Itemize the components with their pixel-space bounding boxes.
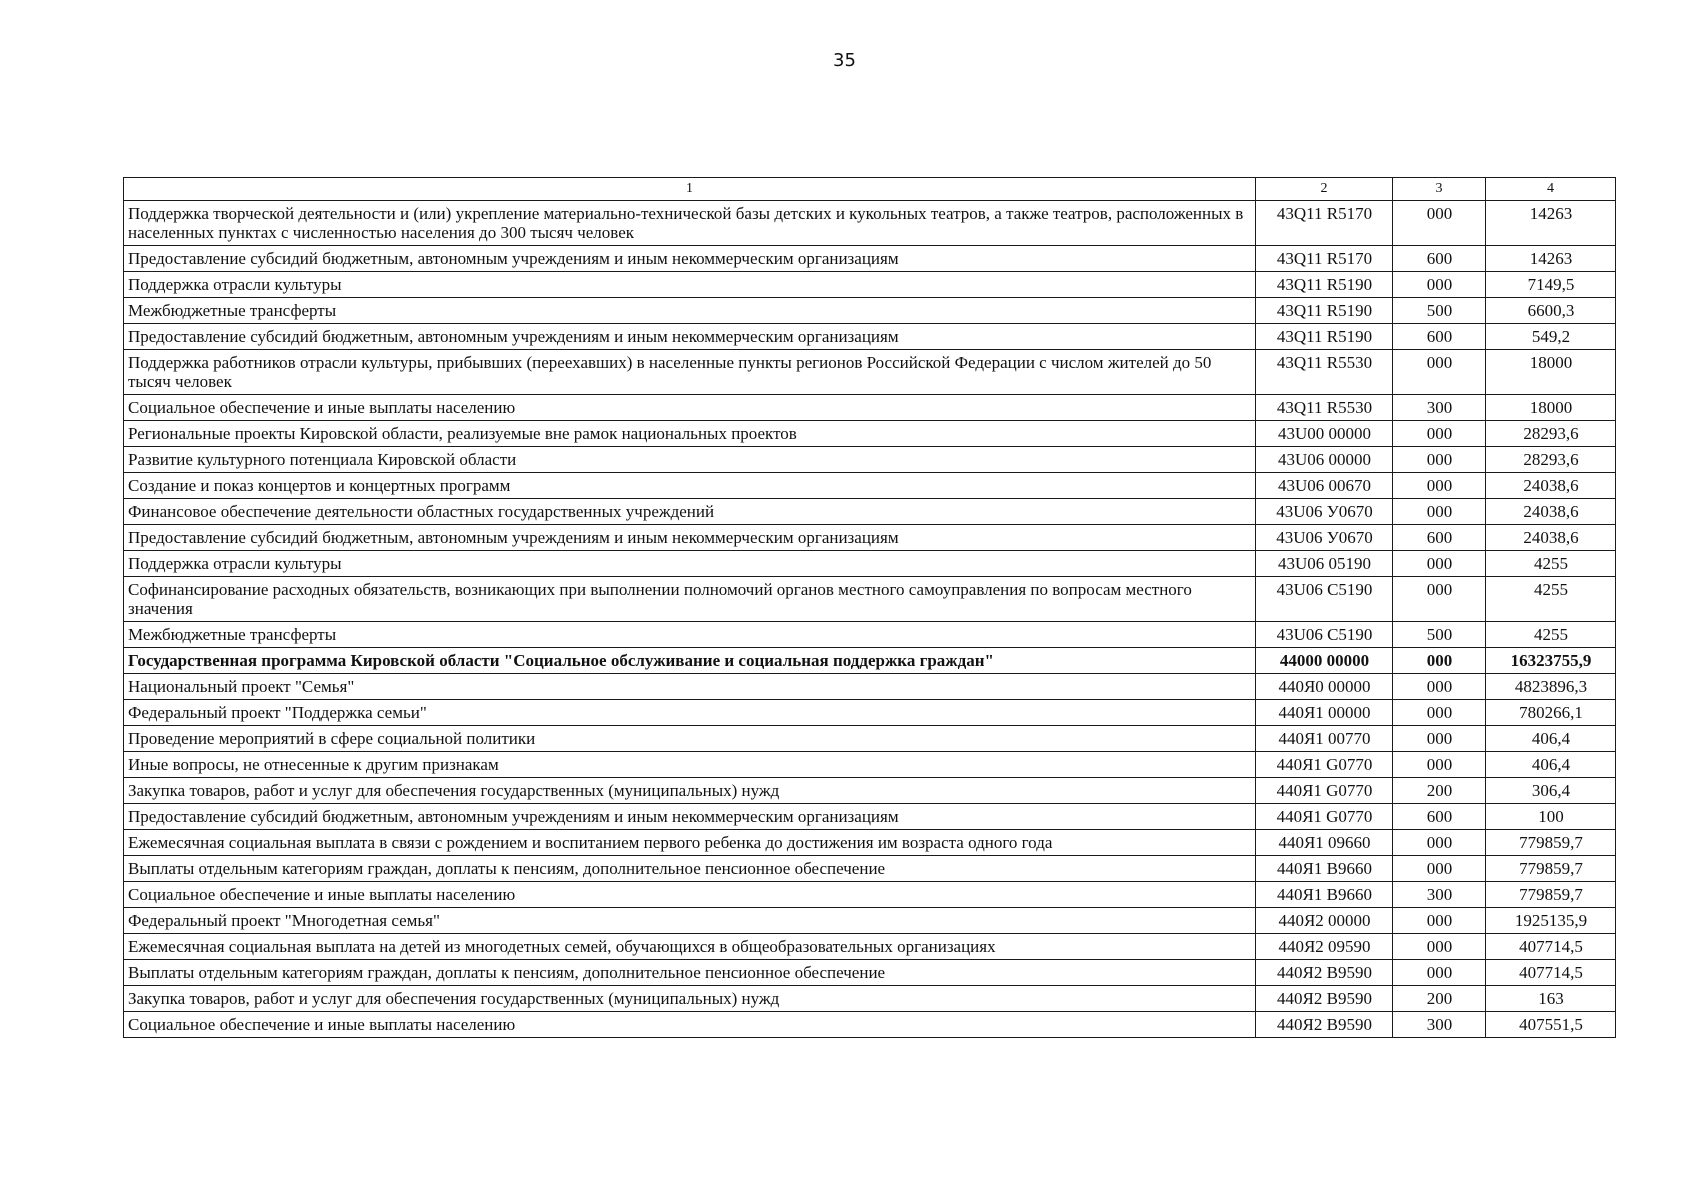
row-code-cell: 440Я1 G0770: [1256, 778, 1393, 804]
row-name-cell: Иные вопросы, не отнесенные к другим признакам: [124, 752, 1256, 778]
row-type-cell: 000: [1393, 551, 1486, 577]
row-name-cell: Предоставление субсидий бюджетным, автономным учреждениям и иным некоммерческим организациям: [124, 525, 1256, 551]
row-name-cell: Создание и показ концертов и концертных программ: [124, 473, 1256, 499]
row-code-cell: 43Q11 R5530: [1256, 350, 1393, 395]
row-type-cell: 000: [1393, 272, 1486, 298]
row-sum-cell: 6600,3: [1486, 298, 1616, 324]
row-code-cell: 440Я1 09660: [1256, 830, 1393, 856]
row-code-cell: 43U06 C5190: [1256, 622, 1393, 648]
row-name-cell: Социальное обеспечение и иные выплаты населению: [124, 882, 1256, 908]
header-col-1: 1: [124, 178, 1256, 201]
row-type-cell: 600: [1393, 804, 1486, 830]
row-type-cell: 000: [1393, 350, 1486, 395]
table-row: [124, 986, 1616, 1012]
header-col-2: 2: [1256, 178, 1393, 201]
row-code-cell: 440Я2 B9590: [1256, 986, 1393, 1012]
table-row: [124, 830, 1616, 856]
row-type-cell: 000: [1393, 726, 1486, 752]
row-type-cell: 000: [1393, 700, 1486, 726]
table-row: [124, 272, 1616, 298]
table-row: [124, 960, 1616, 986]
row-sum-cell: 779859,7: [1486, 882, 1616, 908]
table-row: [124, 882, 1616, 908]
row-code-cell: 43U06 У0670: [1256, 525, 1393, 551]
header-row: [124, 178, 1616, 201]
row-code-cell: 440Я1 G0770: [1256, 804, 1393, 830]
row-sum-cell: 16323755,9: [1486, 648, 1616, 674]
row-sum-cell: 24038,6: [1486, 473, 1616, 499]
row-sum-cell: 1925135,9: [1486, 908, 1616, 934]
row-sum-cell: 18000: [1486, 395, 1616, 421]
row-sum-cell: 306,4: [1486, 778, 1616, 804]
row-code-cell: 44000 00000: [1256, 648, 1393, 674]
table-row: [124, 700, 1616, 726]
row-sum-cell: 407714,5: [1486, 960, 1616, 986]
row-type-cell: 300: [1393, 882, 1486, 908]
table-row: [124, 324, 1616, 350]
row-code-cell: 43Q11 R5190: [1256, 298, 1393, 324]
row-code-cell: 440Я2 09590: [1256, 934, 1393, 960]
row-name-cell: Поддержка творческой деятельности и (или) укрепление материально-технической базы детских и кукольных театров, а также театров, расположенных в населенных пунктах с численностью населения до 300 тысяч человек: [124, 201, 1256, 246]
row-sum-cell: 779859,7: [1486, 830, 1616, 856]
row-code-cell: 440Я2 00000: [1256, 908, 1393, 934]
row-type-cell: 000: [1393, 421, 1486, 447]
page-number: 35: [833, 50, 856, 71]
row-sum-cell: 407551,5: [1486, 1012, 1616, 1038]
row-code-cell: 43Q11 R5170: [1256, 246, 1393, 272]
row-name-cell: Национальный проект "Семья": [124, 674, 1256, 700]
row-name-cell: Государственная программа Кировской области "Социальное обслуживание и социальная поддержка граждан": [124, 648, 1256, 674]
row-type-cell: 600: [1393, 246, 1486, 272]
row-name-cell: Выплаты отдельным категориям граждан, доплаты к пенсиям, дополнительное пенсионное обеспечение: [124, 960, 1256, 986]
row-type-cell: 000: [1393, 577, 1486, 622]
row-sum-cell: 24038,6: [1486, 525, 1616, 551]
row-sum-cell: 14263: [1486, 246, 1616, 272]
row-type-cell: 000: [1393, 648, 1486, 674]
row-sum-cell: 163: [1486, 986, 1616, 1012]
row-code-cell: 440Я1 G0770: [1256, 752, 1393, 778]
row-sum-cell: 407714,5: [1486, 934, 1616, 960]
row-code-cell: 43U00 00000: [1256, 421, 1393, 447]
table-row: [124, 499, 1616, 525]
row-type-cell: 000: [1393, 674, 1486, 700]
row-sum-cell: 549,2: [1486, 324, 1616, 350]
row-code-cell: 440Я1 B9660: [1256, 856, 1393, 882]
row-code-cell: 43U06 05190: [1256, 551, 1393, 577]
row-code-cell: 43U06 00000: [1256, 447, 1393, 473]
row-type-cell: 500: [1393, 298, 1486, 324]
table-row: [124, 778, 1616, 804]
row-name-cell: Закупка товаров, работ и услуг для обеспечения государственных (муниципальных) нужд: [124, 778, 1256, 804]
table-row: [124, 856, 1616, 882]
row-sum-cell: 18000: [1486, 350, 1616, 395]
row-sum-cell: 100: [1486, 804, 1616, 830]
row-type-cell: 000: [1393, 473, 1486, 499]
row-type-cell: 000: [1393, 752, 1486, 778]
table-row: [124, 395, 1616, 421]
row-name-cell: Федеральный проект "Многодетная семья": [124, 908, 1256, 934]
table-row: [124, 908, 1616, 934]
table-row: [124, 752, 1616, 778]
row-name-cell: Предоставление субсидий бюджетным, автономным учреждениям и иным некоммерческим организациям: [124, 246, 1256, 272]
row-sum-cell: 4255: [1486, 577, 1616, 622]
row-name-cell: Ежемесячная социальная выплата на детей из многодетных семей, обучающихся в общеобразовательных организациях: [124, 934, 1256, 960]
row-type-cell: 000: [1393, 499, 1486, 525]
table-row: [124, 473, 1616, 499]
row-sum-cell: 4255: [1486, 551, 1616, 577]
row-code-cell: 440Я2 B9590: [1256, 960, 1393, 986]
row-code-cell: 43U06 00670: [1256, 473, 1393, 499]
table-row: [124, 622, 1616, 648]
table-row: [124, 804, 1616, 830]
table-row: [124, 350, 1616, 395]
table-row: [124, 577, 1616, 622]
row-name-cell: Поддержка отрасли культуры: [124, 551, 1256, 577]
row-name-cell: Закупка товаров, работ и услуг для обеспечения государственных (муниципальных) нужд: [124, 986, 1256, 1012]
row-name-cell: Межбюджетные трансферты: [124, 298, 1256, 324]
row-name-cell: Поддержка работников отрасли культуры, прибывших (переехавших) в населенные пункты регионов Российской Федерации с числом жителей до 50 тысяч человек: [124, 350, 1256, 395]
row-type-cell: 600: [1393, 525, 1486, 551]
row-name-cell: Выплаты отдельным категориям граждан, доплаты к пенсиям, дополнительное пенсионное обеспечение: [124, 856, 1256, 882]
row-sum-cell: 780266,1: [1486, 700, 1616, 726]
row-code-cell: 43Q11 R5530: [1256, 395, 1393, 421]
row-sum-cell: 779859,7: [1486, 856, 1616, 882]
row-code-cell: 440Я1 B9660: [1256, 882, 1393, 908]
row-name-cell: Софинансирование расходных обязательств, возникающих при выполнении полномочий органов местного самоуправления по вопросам местного значения: [124, 577, 1256, 622]
row-name-cell: Социальное обеспечение и иные выплаты населению: [124, 1012, 1256, 1038]
row-name-cell: Поддержка отрасли культуры: [124, 272, 1256, 298]
header-col-3: 3: [1393, 178, 1486, 201]
table-row: [124, 648, 1616, 674]
row-name-cell: Социальное обеспечение и иные выплаты населению: [124, 395, 1256, 421]
row-name-cell: Предоставление субсидий бюджетным, автономным учреждениям и иным некоммерческим организациям: [124, 324, 1256, 350]
row-sum-cell: 4255: [1486, 622, 1616, 648]
row-name-cell: Проведение мероприятий в сфере социальной политики: [124, 726, 1256, 752]
row-name-cell: Межбюджетные трансферты: [124, 622, 1256, 648]
row-code-cell: 43Q11 R5190: [1256, 272, 1393, 298]
budget-table: [123, 177, 1616, 1038]
row-name-cell: Финансовое обеспечение деятельности областных государственных учреждений: [124, 499, 1256, 525]
row-type-cell: 000: [1393, 830, 1486, 856]
row-type-cell: 000: [1393, 934, 1486, 960]
row-type-cell: 300: [1393, 395, 1486, 421]
row-sum-cell: 406,4: [1486, 752, 1616, 778]
row-sum-cell: 24038,6: [1486, 499, 1616, 525]
row-code-cell: 440Я1 00000: [1256, 700, 1393, 726]
row-name-cell: Ежемесячная социальная выплата в связи с рождением и воспитанием первого ребенка до достижения им возраста одного года: [124, 830, 1256, 856]
row-name-cell: Предоставление субсидий бюджетным, автономным учреждениям и иным некоммерческим организациям: [124, 804, 1256, 830]
table-row: [124, 298, 1616, 324]
row-code-cell: 43Q11 R5190: [1256, 324, 1393, 350]
row-type-cell: 000: [1393, 447, 1486, 473]
row-sum-cell: 4823896,3: [1486, 674, 1616, 700]
row-type-cell: 000: [1393, 960, 1486, 986]
table-row: [124, 447, 1616, 473]
table-row: [124, 201, 1616, 246]
row-sum-cell: 14263: [1486, 201, 1616, 246]
row-type-cell: 600: [1393, 324, 1486, 350]
table-row: [124, 1012, 1616, 1038]
row-type-cell: 300: [1393, 1012, 1486, 1038]
row-type-cell: 500: [1393, 622, 1486, 648]
header-col-4: 4: [1486, 178, 1616, 201]
row-sum-cell: 7149,5: [1486, 272, 1616, 298]
row-type-cell: 000: [1393, 201, 1486, 246]
table-row: [124, 421, 1616, 447]
row-name-cell: Региональные проекты Кировской области, реализуемые вне рамок национальных проектов: [124, 421, 1256, 447]
table-row: [124, 525, 1616, 551]
row-code-cell: 440Я1 00770: [1256, 726, 1393, 752]
row-type-cell: 000: [1393, 856, 1486, 882]
row-code-cell: 440Я2 B9590: [1256, 1012, 1393, 1038]
table-body: [124, 201, 1616, 1038]
table-row: [124, 674, 1616, 700]
row-name-cell: Федеральный проект "Поддержка семьи": [124, 700, 1256, 726]
row-code-cell: 43Q11 R5170: [1256, 201, 1393, 246]
table-row: [124, 246, 1616, 272]
row-code-cell: 43U06 У0670: [1256, 499, 1393, 525]
table-row: [124, 934, 1616, 960]
table-row: [124, 551, 1616, 577]
row-sum-cell: 28293,6: [1486, 421, 1616, 447]
row-type-cell: 200: [1393, 778, 1486, 804]
table-row: [124, 726, 1616, 752]
row-code-cell: 440Я0 00000: [1256, 674, 1393, 700]
row-type-cell: 000: [1393, 908, 1486, 934]
row-type-cell: 200: [1393, 986, 1486, 1012]
row-sum-cell: 406,4: [1486, 726, 1616, 752]
row-name-cell: Развитие культурного потенциала Кировской области: [124, 447, 1256, 473]
row-sum-cell: 28293,6: [1486, 447, 1616, 473]
row-code-cell: 43U06 C5190: [1256, 577, 1393, 622]
